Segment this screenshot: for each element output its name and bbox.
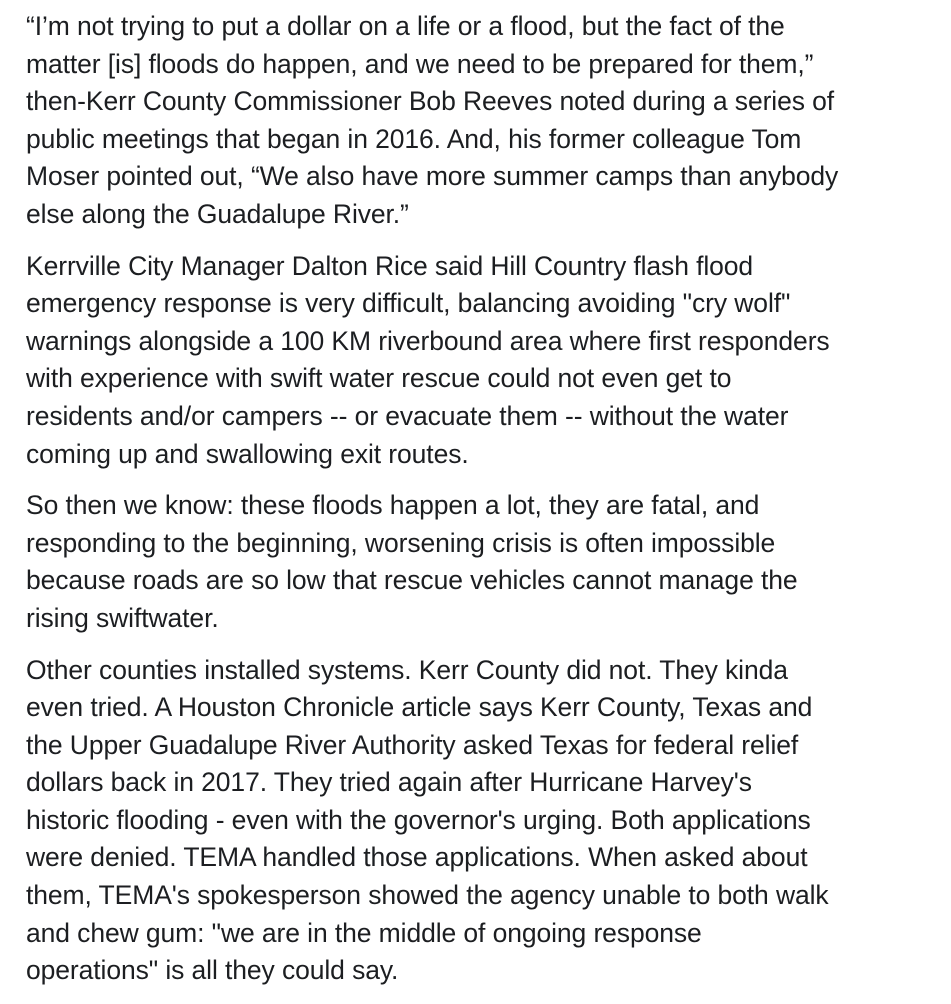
text-line: “I’m not trying to put a dollar on a life or a flood, but the fact of the	[26, 11, 785, 41]
text-line: the Upper Guadalupe River Authority asked Texas for federal relief	[26, 729, 799, 760]
text-line: coming up and swallowing exit routes.	[26, 438, 469, 469]
text-line: emergency response is very difficult, balancing avoiding "cry wolf"	[26, 288, 791, 319]
text-line: Kerrville City Manager Dalton Rice said Hill Country flash flood	[26, 250, 754, 281]
text-line: historic flooding - even with the governor's urging. Both applications	[26, 804, 811, 835]
text-line: then-Kerr County Commissioner Bob Reeves noted during a series of	[26, 86, 835, 117]
text-line: and chew gum: "we are in the middle of ongoing response	[26, 917, 702, 948]
text-line: matter [is] floods do happen, and we need to be prepared for them,”	[26, 48, 814, 79]
post-body	[26, 8, 946, 1004]
text-line: because roads are so low that rescue vehicles cannot manage the	[26, 565, 798, 596]
text-line: warnings alongside a 100 KM riverbound area where first responders	[26, 325, 830, 356]
paragraph-3	[26, 487, 946, 637]
text-line: Other counties installed systems. Kerr County did not. They kinda	[26, 654, 788, 685]
text-line: operations" is all they could say.	[26, 955, 399, 986]
text-line: public meetings that began in 2016. And, his former colleague Tom	[26, 123, 802, 154]
paragraph-4	[26, 652, 946, 990]
text-line: with experience with swift water rescue could not even get to	[26, 363, 732, 394]
text-line: else along the Guadalupe River.”	[26, 198, 409, 229]
text-line: were denied. TEMA handled those applications. When asked about	[26, 842, 808, 873]
text-line: residents and/or campers -- or evacuate them -- without the water	[26, 400, 789, 431]
text-line: So then we know: these floods happen a lot, they are fatal, and	[26, 490, 760, 521]
text-line: responding to the beginning, worsening crisis is often impossible	[26, 527, 776, 558]
text-line: even tried. A Houston Chronicle article says Kerr County, Texas and	[26, 692, 813, 723]
paragraph-2	[26, 248, 946, 474]
paragraph-1	[26, 8, 946, 234]
text-line: Moser pointed out, “We also have more summer camps than anybody	[26, 161, 839, 192]
text-line: rising swiftwater.	[26, 602, 219, 633]
text-line: dollars back in 2017. They tried again after Hurricane Harvey's	[26, 767, 752, 798]
text-line: them, TEMA's spokesperson showed the agency unable to both walk	[26, 880, 829, 911]
